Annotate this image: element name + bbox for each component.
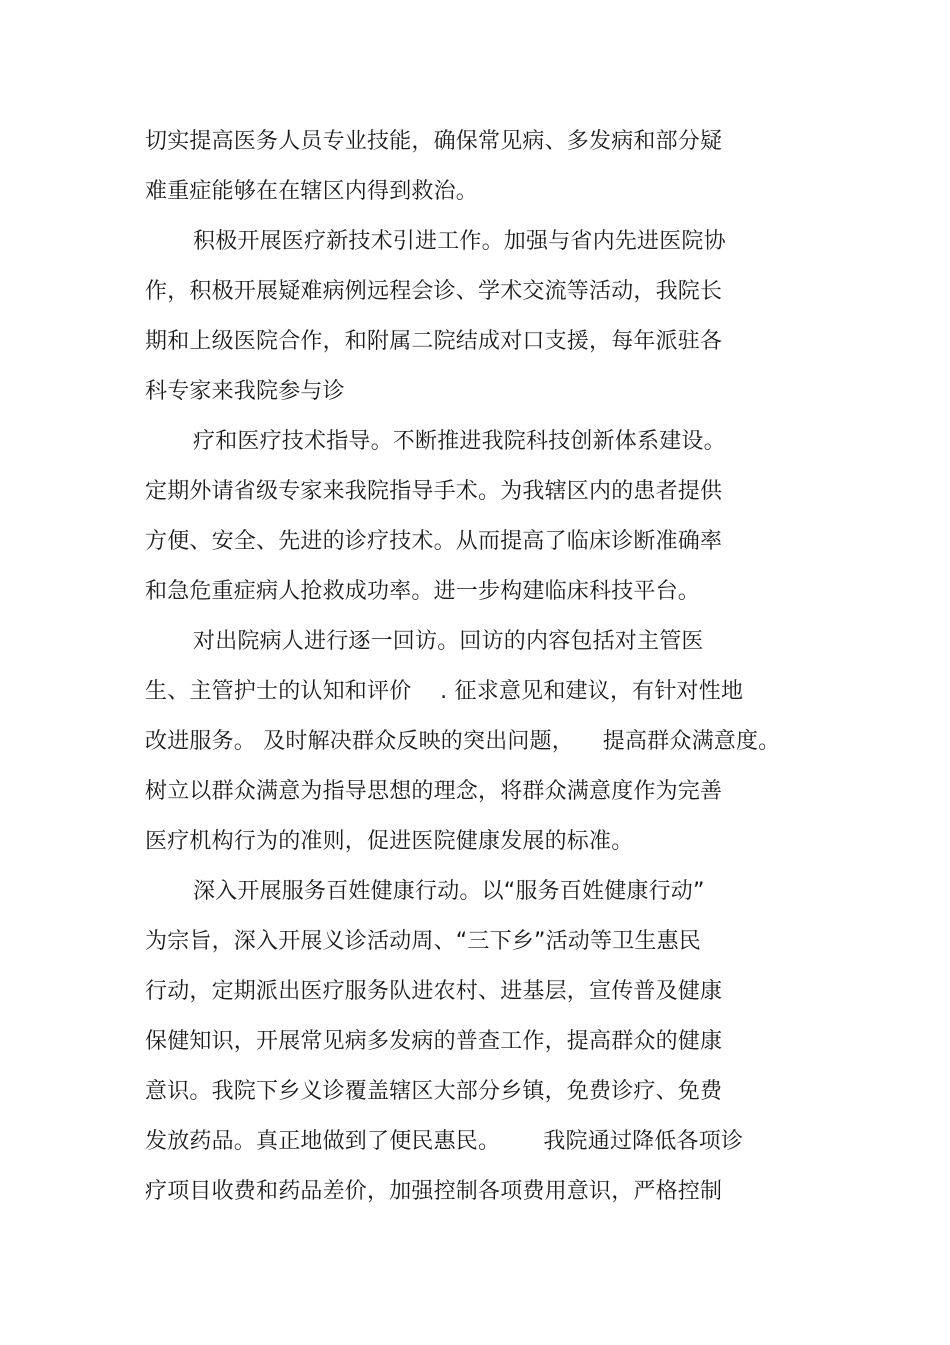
paragraph-start-line: 疗和医疗技术指导。不断推进我院科技创新体系建设。 (193, 429, 726, 454)
paragraph-start-line: 深入开展服务百姓健康行动。以“服务百姓健康行动” (193, 879, 705, 904)
paragraph-start-line: 积极开展医疗新技术引进工作。加强与省内先进医院协 (193, 229, 726, 254)
text-line: 和急危重症病人抢救成功率。进一步构建临床科技平台。 (145, 579, 701, 604)
text-line: 生、主管护士的认知和评价 . 征求意见和建议，有针对性地 (145, 679, 744, 704)
text-line: 为宗旨，深入开展义诊活动周、“三下乡”活动等卫生惠民 (145, 929, 701, 954)
text-line: 切实提高医务人员专业技能，确保常见病、多发病和部分疑 (145, 129, 723, 154)
text-line: 方便、安全、先进的诊疗技术。从而提高了临床诊断准确率 (145, 529, 723, 554)
text-line: 科专家来我院参与诊 (145, 379, 345, 404)
text-line: 意识。我院下乡义诊覆盖辖区大部分乡镇，免费诊疗、免费 (145, 1079, 723, 1104)
text-line: 难重症能够在在辖区内得到救治。 (145, 179, 479, 204)
text-line: 作，积极开展疑难病例远程会诊、学术交流等活动，我院长 (145, 279, 723, 304)
text-line: 树立以群众满意为指导思想的理念，将群众满意度作为完善 (145, 779, 723, 804)
text-line: 期和上级医院合作，和附属二院结成对口支援，每年派驻各 (145, 329, 723, 354)
text-line: 发放药品。真正地做到了便民惠民。 我院通过降低各项诊 (145, 1129, 744, 1154)
paragraph-start-line: 对出院病人进行逐一回访。回访的内容包括对主管医 (193, 629, 704, 654)
text-line: 医疗机构行为的准则，促进医院健康发展的标准。 (145, 829, 634, 854)
text-line: 改进服务。 及时解决群众反映的突出问题， 提高群众满意度。 (145, 729, 781, 754)
text-line: 行动，定期派出医疗服务队进农村、进基层，宣传普及健康 (145, 979, 723, 1004)
text-line: 定期外请省级专家来我院指导手术。为我辖区内的患者提供 (145, 479, 723, 504)
text-line: 疗项目收费和药品差价，加强控制各项费用意识，严格控制 (145, 1179, 723, 1204)
text-line: 保健知识，开展常见病多发病的普查工作，提高群众的健康 (145, 1029, 723, 1054)
